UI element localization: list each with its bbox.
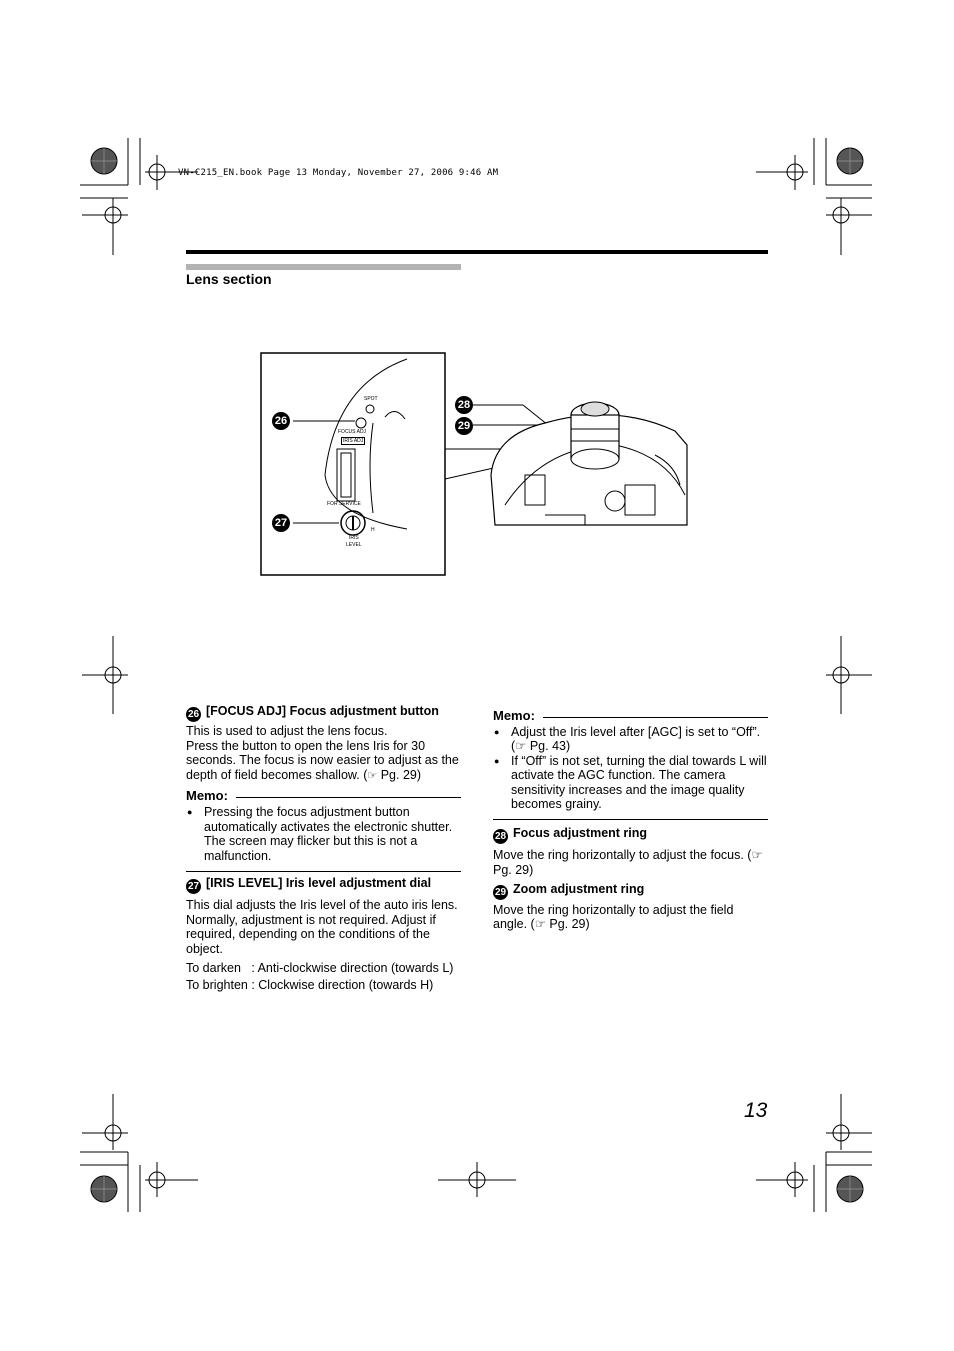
- label-spot: SPOT: [364, 396, 378, 402]
- ref-icon: ☞: [367, 769, 378, 782]
- label-level: LEVEL: [346, 542, 362, 548]
- item-26-p2: Press the button to open the lens Iris for 30 seconds. The focus is now easier to adjust as the depth of field becomes shallow. (☞ Pg. 29): [186, 738, 459, 782]
- callout-28: 28: [455, 396, 473, 414]
- memo-26-item: ● Pressing the focus adjustment button automatically activates the electronic shutter. The screen may flicker but this is not a malfunction.: [204, 805, 461, 863]
- divider-27: [186, 871, 461, 872]
- memo-label: Memo: [493, 708, 531, 723]
- item-26-heading: [186, 704, 461, 722]
- memo-right-item-1: ● Adjust the Iris level after [AGC] is set to “Off”. (☞ Pg. 43): [511, 725, 768, 754]
- item-29-number: 29: [494, 886, 507, 898]
- left-column: [186, 704, 461, 993]
- label-iris-adj: IRIS ADJ: [343, 438, 364, 444]
- label-iris: IRIS: [349, 535, 359, 541]
- right-column: [493, 707, 768, 932]
- item-29-title: Zoom adjustment ring: [513, 881, 645, 896]
- item-26-p1: This is used to adjust the lens focus.: [186, 724, 388, 738]
- item-26-title: [FOCUS ADJ] Focus adjustment button: [206, 704, 439, 718]
- divider-28: [493, 819, 768, 820]
- book-header-line: VN-C215_EN.book Page 13 Monday, November 27, 2006 9:46 AM: [178, 168, 499, 178]
- label-focus-adj: FOCUS ADJ: [338, 429, 367, 435]
- item-27-brighten: To brighten : Clockwise direction (towards H): [186, 977, 434, 992]
- memo-label: Memo: [186, 788, 224, 804]
- memo-rule: [543, 717, 768, 718]
- page-number: 13: [744, 1099, 768, 1122]
- item-27-heading: [186, 876, 461, 894]
- label-for-service: FOR SERVICE: [327, 501, 361, 507]
- memo-right-item-2: ● If “Off” is not set, turning the dial towards L will activate the AGC function. The camera sensitivity increases and the image quality becomes grainy.: [511, 754, 768, 812]
- section-rule: [186, 264, 461, 270]
- callout-29: 29: [455, 417, 473, 435]
- callout-27: 27: [272, 514, 290, 532]
- memo-26-list: [186, 805, 461, 863]
- item-28-title: Focus adjustment ring: [513, 826, 648, 841]
- item-27-number: 27: [187, 881, 200, 892]
- item-27-p2: Normally, adjustment is not required. Adjust if required, depending on the conditions of the object.: [186, 912, 436, 956]
- callout-26: 26: [272, 412, 290, 430]
- memo-rule: [236, 797, 461, 798]
- label-h: H: [371, 527, 375, 533]
- item-28-heading: [493, 826, 768, 844]
- item-28-body: Move the ring horizontally to adjust the focus. (☞ Pg. 29): [493, 848, 763, 878]
- lens-diagram: [255, 345, 695, 585]
- memo-right-list: [493, 725, 768, 811]
- section-title: Lens section: [186, 271, 272, 287]
- item-27-p1: This dial adjusts the Iris level of the auto iris lens.: [186, 898, 458, 912]
- memo-right: Memo:: [493, 707, 768, 723]
- item-28-number: 28: [494, 831, 507, 843]
- item-27-darken: To darken : Anti-clockwise direction (towards L): [186, 961, 454, 976]
- item-29-body: Move the ring horizontally to adjust the field angle. (☞ Pg. 29): [493, 902, 734, 932]
- top-rule: [186, 250, 768, 254]
- memo-26: Memo:: [186, 787, 461, 803]
- item-26-number: 26: [187, 709, 200, 720]
- item-27-title: [IRIS LEVEL] Iris level adjustment dial: [206, 876, 432, 890]
- item-29-heading: [493, 882, 768, 900]
